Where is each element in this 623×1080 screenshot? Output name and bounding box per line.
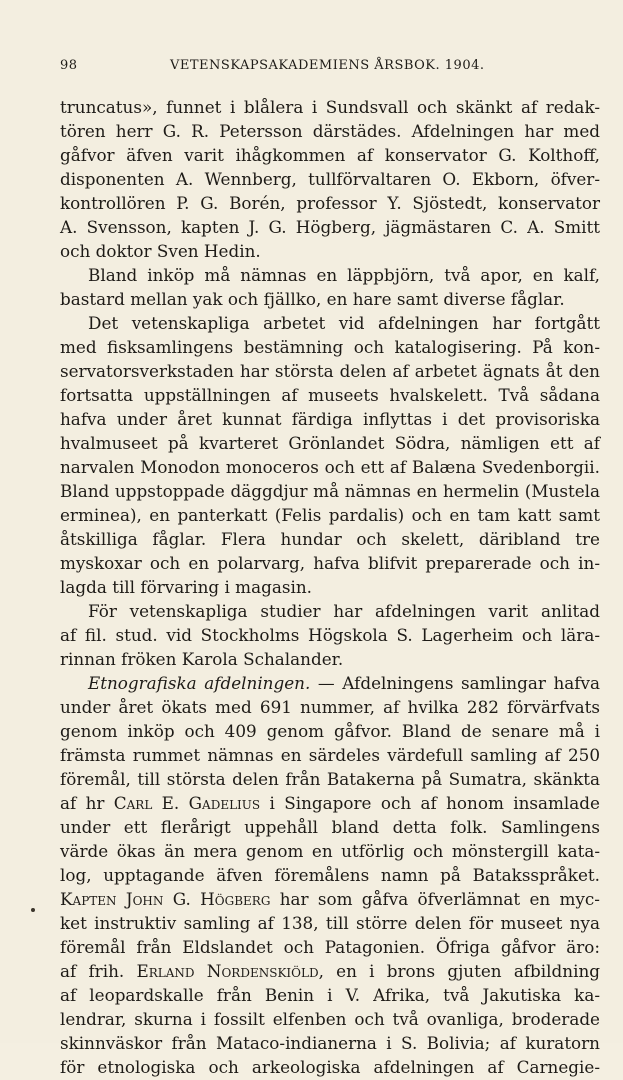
donor-name: Erland Nordenskiöld bbox=[136, 961, 319, 981]
page-number: 98 bbox=[60, 58, 78, 73]
text-line: erminea), en panterkatt (Felis pardalis) och en tam katt samt bbox=[60, 505, 600, 525]
text-line: A. Svensson, kapten J. G. Högberg, jägmästaren C. A. Smitt bbox=[60, 217, 600, 237]
text-line: skinnväskor från Mataco-indianerna i S. Bolivia; af kuratorn bbox=[60, 1033, 600, 1053]
text-line: truncatus», funnet i blålera i Sundsvall och skänkt af redak- bbox=[60, 97, 600, 117]
text-line: värde ökas än mera genom en utförlig och mönstergill kata- bbox=[60, 841, 600, 861]
text-line: Det vetenskapliga arbetet vid afdelningen har fortgått bbox=[88, 313, 600, 333]
running-head bbox=[60, 58, 600, 80]
text-line: främsta rummet nämnas en särdeles värdefull samling af 250 bbox=[60, 745, 600, 765]
text-fragment: af frih. bbox=[60, 961, 125, 981]
text-line: rinnan fröken Karola Schalander. bbox=[60, 649, 344, 669]
running-title: VETENSKAPSAKADEMIENS ÅRSBOK. 1904. bbox=[170, 58, 485, 73]
margin-mark bbox=[31, 908, 35, 912]
text-line: ket instruktiv samling af 138, till större delen för museet nya bbox=[60, 913, 600, 933]
text-line: gåfvor äfven varit ihågkommen af konservator G. Kolthoff, bbox=[60, 145, 600, 165]
text-line: för etnologiska och arkeologiska afdelningen af Carnegie- bbox=[60, 1057, 600, 1077]
text-line: af leopardskalle från Benin i V. Afrika, två Jakutiska ka- bbox=[60, 985, 600, 1005]
donor-name: Kapten John G. Högberg bbox=[60, 889, 271, 909]
text-line: fortsatta uppställningen af museets hvalskelett. Två sådana bbox=[60, 385, 600, 405]
text-line: föremål från Eldslandet och Patagonien. Öfriga gåfvor äro: bbox=[60, 937, 600, 957]
text-line-section-start bbox=[60, 670, 600, 696]
text-line: med fisksamlingens bestämning och katalogisering. På kon- bbox=[60, 337, 600, 357]
text-fragment: — Afdelningens samlingar hafva bbox=[317, 673, 600, 693]
text-line: log, upptagande äfven föremålens namn på Bataksspråket. bbox=[60, 865, 600, 885]
text-line: tören herr G. R. Petersson därstädes. Afdelningen har med bbox=[60, 121, 600, 141]
text-fragment: , en i brons gjuten afbildning bbox=[318, 961, 600, 981]
text-line: Bland inköp må nämnas en läppbjörn, två apor, en kalf, bbox=[88, 265, 600, 285]
text-line-donor bbox=[60, 790, 600, 816]
text-fragment: af hr bbox=[60, 793, 105, 813]
text-line: Bland uppstoppade däggdjur må nämnas en hermelin (Mustela bbox=[60, 481, 600, 501]
section-heading: Etnografiska afdelningen. bbox=[88, 673, 311, 693]
text-line: myskoxar och en polarvarg, hafva blifvit preparerade och in- bbox=[60, 553, 600, 573]
text-line: föremål, till största delen från Batakerna på Sumatra, skänkta bbox=[60, 769, 600, 789]
text-line: och doktor Sven Hedin. bbox=[60, 241, 261, 261]
text-line: servatorsverkstaden har största delen af arbetet ägnats åt den bbox=[60, 361, 600, 381]
text-line: narvalen Monodon monoceros och ett af Balæna Svedenborgii. bbox=[60, 457, 600, 477]
text-line: under ett flerårigt uppehåll bland detta folk. Samlingens bbox=[60, 817, 600, 837]
text-line: åtskilliga fåglar. Flera hundar och skelett, däribland tre bbox=[60, 529, 600, 549]
text-line: hvalmuseet på kvarteret Grönlandet Södra, nämligen ett af bbox=[60, 433, 600, 453]
text-line: genom inköp och 409 genom gåfvor. Bland de senare må i bbox=[60, 721, 600, 741]
text-line: hafva under året kunnat färdiga inflyttas i det provisoriska bbox=[60, 409, 600, 429]
text-fragment: har som gåfva öfverlämnat en myc- bbox=[279, 889, 600, 909]
donor-name: Carl E. Gadelius bbox=[113, 793, 261, 813]
text-line: under året ökats med 691 nummer, af hvilka 282 förvärfvats bbox=[60, 697, 600, 717]
text-line: lagda till förvaring i magasin. bbox=[60, 577, 312, 597]
text-line: lendrar, skurna i fossilt elfenben och två ovanliga, broderade bbox=[60, 1009, 600, 1029]
text-line: disponenten A. Wennberg, tullförvaltaren O. Ekborn, öfver- bbox=[60, 169, 600, 189]
text-fragment: i Singapore och af honom insamlade bbox=[269, 793, 600, 813]
text-line-donor bbox=[60, 958, 600, 984]
text-line: kontrollören P. G. Borén, professor Y. Sjöstedt, konservator bbox=[60, 193, 600, 213]
text-line: bastard mellan yak och fjällko, en hare samt diverse fåglar. bbox=[60, 289, 565, 309]
text-line: För vetenskapliga studier har afdelningen varit anlitad bbox=[88, 601, 600, 621]
text-line: af fil. stud. vid Stockholms Högskola S. Lagerheim och lära- bbox=[60, 625, 600, 645]
text-line-donor bbox=[60, 886, 600, 912]
